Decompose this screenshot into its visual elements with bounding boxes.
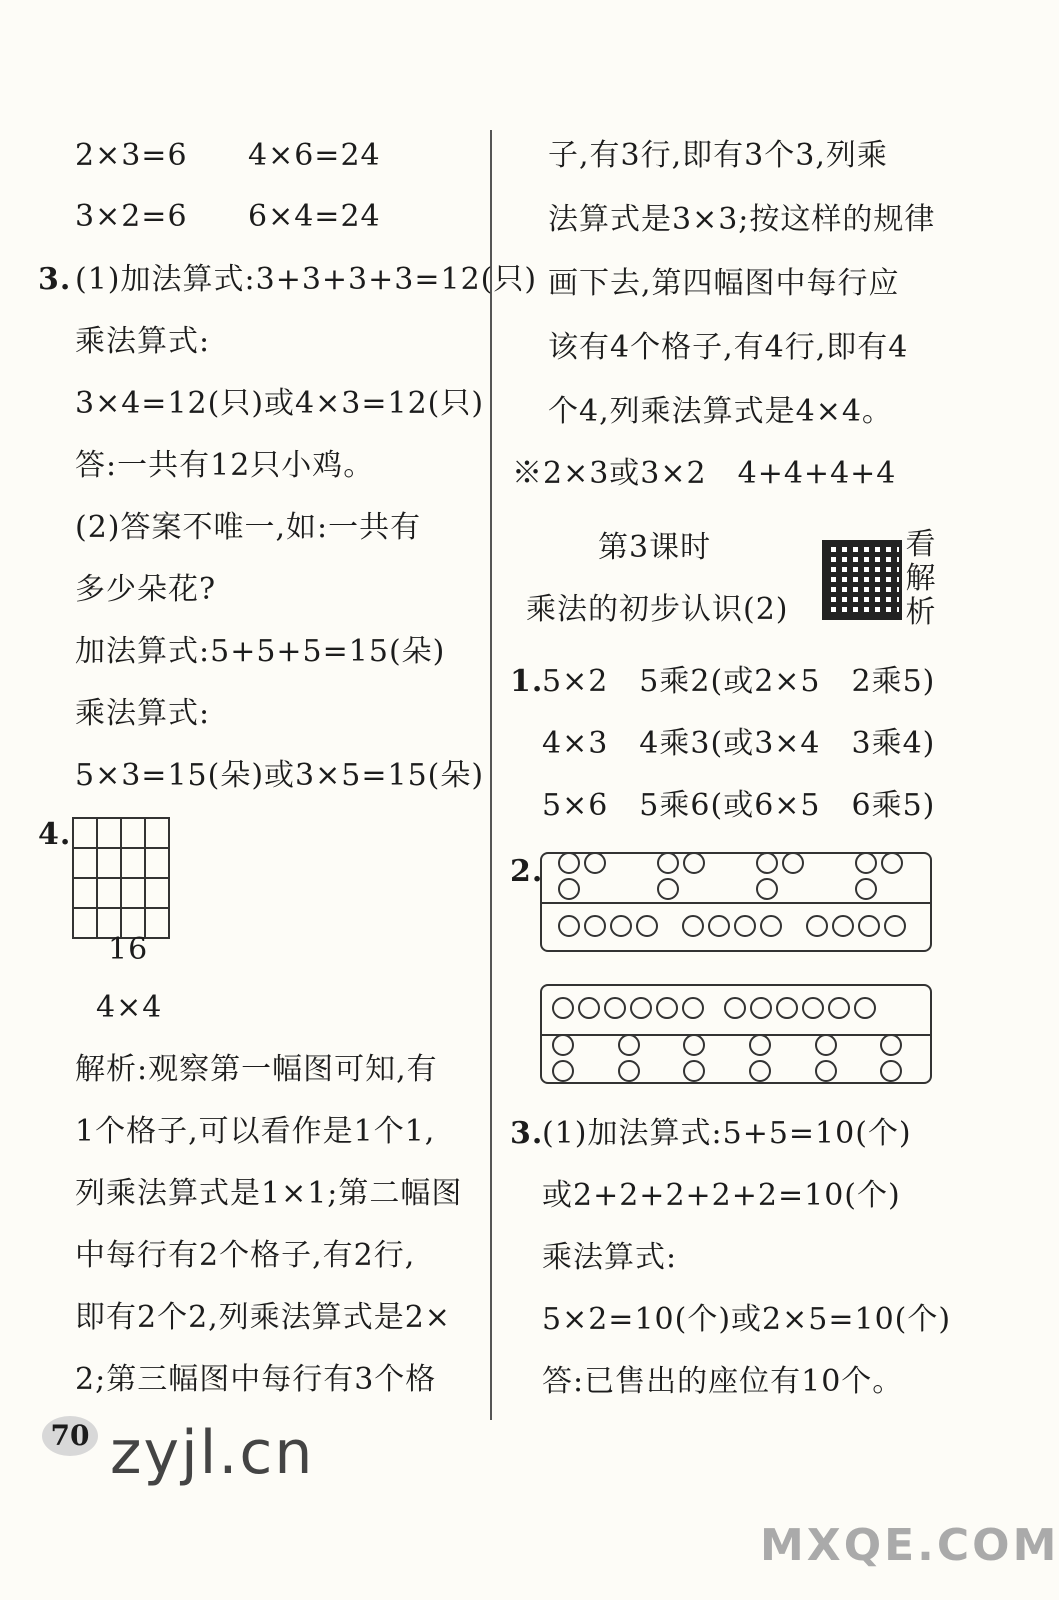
column-divider: [490, 130, 492, 1420]
text-line: 2×3=6: [75, 138, 188, 173]
text-line: 中每行有2个格子,有2行,: [75, 1238, 416, 1273]
question-number: 3.: [38, 262, 72, 297]
text-line: 5×2=10(个)或2×5=10(个): [542, 1302, 952, 1337]
text-line: 乘法算式:: [542, 1240, 678, 1275]
text-line: 乘法算式:: [75, 696, 211, 731]
text-line: (1)加法算式:3+3+3+3=12(只): [75, 262, 538, 297]
grid-count: 16: [108, 932, 149, 967]
text-line: 子,有3行,即有3个3,列乘: [548, 138, 888, 173]
text-line: 解析:观察第一幅图可知,有: [75, 1052, 438, 1087]
text-line: 3×4=12(只)或4×3=12(只): [75, 386, 485, 421]
text-line: (1)加法算式:5+5=10(个): [542, 1116, 912, 1151]
text-line: 该有4个格子,有4行,即有4: [548, 330, 909, 365]
qr-label: 看解析: [905, 527, 937, 630]
text-line: 多少朵花?: [75, 572, 217, 607]
text-line: 6×4=24: [248, 199, 381, 234]
text-line: 答:一共有12只小鸡。: [75, 448, 375, 483]
text-line: 4×6=24: [248, 138, 381, 173]
text-line: 5×2 5乘2(或2×5 2乘5): [542, 664, 936, 699]
text-line: ※2×3或3×2 4+4+4+4: [512, 456, 897, 491]
text-line: 5×6 5乘6(或6×5 6乘5): [542, 788, 936, 823]
watermark: MXQE.COM: [760, 1520, 1059, 1571]
text-line: 列乘法算式是1×1;第二幅图: [75, 1176, 463, 1211]
text-line: 4×3 4乘3(或3×4 3乘4): [542, 726, 936, 761]
text-line: 或2+2+2+2+2=10(个): [542, 1178, 901, 1213]
text-line: 乘法算式:: [75, 324, 211, 359]
question-number: 4.: [38, 817, 72, 852]
page-number: 70: [42, 1416, 98, 1456]
text-line: 即有2个2,列乘法算式是2×: [75, 1300, 451, 1335]
four-by-four-grid: [72, 817, 170, 939]
circle-grouping-box: [540, 984, 932, 1084]
text-line: 答:已售出的座位有10个。: [542, 1364, 904, 1399]
text-line: 1个格子,可以看作是1个1,: [75, 1114, 436, 1149]
qr-code-icon[interactable]: [822, 540, 902, 620]
question-number: 1.: [510, 664, 544, 699]
text-line: 法算式是3×3;按这样的规律: [548, 202, 936, 237]
text-line: 个4,列乘法算式是4×4。: [548, 394, 893, 429]
question-number: 3.: [510, 1116, 544, 1151]
text-line: 画下去,第四幅图中每行应: [548, 266, 900, 301]
text-line: 加法算式:5+5+5=15(朵): [75, 634, 446, 669]
watermark: zyjl.cn: [110, 1418, 315, 1488]
question-number: 2.: [510, 854, 544, 889]
text-line: 5×3=15(朵)或3×5=15(朵): [75, 758, 485, 793]
lesson-subtitle: 乘法的初步认识(2): [526, 592, 789, 627]
text-line: (2)答案不唯一,如:一共有: [75, 510, 422, 545]
lesson-title: 第3课时: [598, 530, 712, 565]
text-line: 2;第三幅图中每行有3个格: [75, 1362, 437, 1397]
text-line: 3×2=6: [75, 199, 188, 234]
circle-grouping-box: [540, 852, 932, 952]
grid-expression: 4×4: [96, 990, 163, 1025]
